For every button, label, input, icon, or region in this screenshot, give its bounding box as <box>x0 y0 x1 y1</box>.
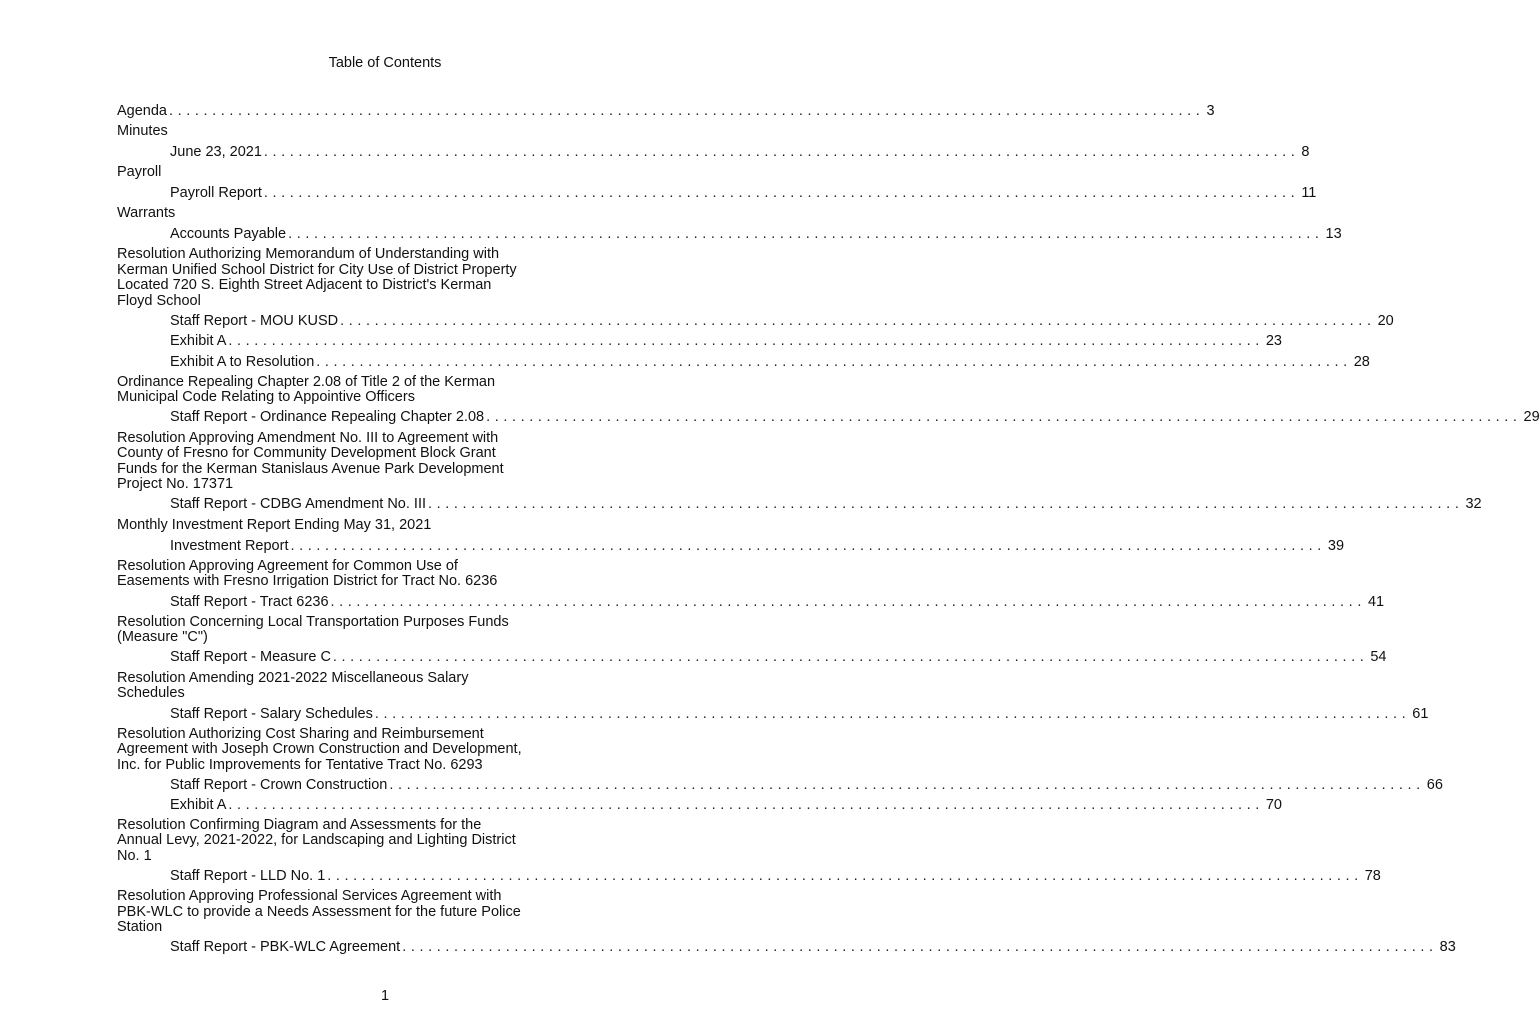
toc-entry-label: Investment Report <box>170 537 289 554</box>
toc-entry[interactable] <box>117 184 1317 202</box>
toc-section-heading <box>117 206 623 222</box>
toc-section-heading-line: Project No. 17371 <box>117 476 234 493</box>
toc-entry-label: Agenda <box>117 102 167 119</box>
toc-entry-label: Staff Report - Crown Construction <box>170 777 388 794</box>
toc-entry[interactable] <box>117 496 1482 513</box>
dot-leader: ........................................................................................................................ <box>263 184 1300 201</box>
toc-section-heading-line: No. 1 <box>117 847 152 864</box>
toc-entry-page: 39 <box>1327 537 1345 554</box>
toc-entry-label: Payroll Report <box>170 184 262 201</box>
toc-entry-label: Staff Report - Tract 6236 <box>170 593 329 610</box>
toc-section-heading-line: Payroll <box>117 164 162 181</box>
toc-section-heading-line: Ordinance Repealing Chapter 2.08 of Title 2 of the Kerman <box>117 373 496 390</box>
page-title: Table of Contents <box>328 55 442 71</box>
toc-section-heading-line: (Measure "C") <box>117 629 208 646</box>
toc-entry-page: 23 <box>1265 333 1282 350</box>
toc-entry[interactable] <box>117 939 1456 956</box>
toc-entry-page: 83 <box>1439 939 1456 956</box>
toc-section-heading-line: Easements with Fresno Irrigation District for Tract No. 6236 <box>117 573 498 590</box>
toc-entry-label: Staff Report - LLD No. 1 <box>170 868 326 885</box>
toc-entry-page: 41 <box>1367 593 1385 610</box>
toc-entry-page: 70 <box>1265 797 1282 814</box>
toc-entry-page: 11 <box>1301 184 1317 201</box>
toc-entry-label: June 23, 2021 <box>170 143 262 160</box>
toc-entry-label: Exhibit A <box>170 797 227 814</box>
toc-entry-page: 61 <box>1412 705 1429 722</box>
toc-section-heading-line: Resolution Approving Professional Services Agreement with <box>117 888 502 905</box>
toc-entry[interactable] <box>117 537 1345 555</box>
toc-entry-page: 28 <box>1353 353 1370 370</box>
toc-entry-label: Staff Report - MOU KUSD <box>170 312 339 329</box>
dot-leader: ........................................................................................................................ <box>486 408 1522 425</box>
toc-section-heading-line: Kerman Unified School District for City Use of District Property <box>117 261 517 278</box>
toc-section-heading-line: Resolution Approving Agreement for Common Use of <box>117 557 458 574</box>
toc-entry-page: 29 <box>1523 408 1540 425</box>
toc-entry-label: Exhibit A to Resolution <box>170 353 315 370</box>
toc-entry-label: Staff Report - CDBG Amendment No. III <box>170 496 427 513</box>
toc-entry[interactable] <box>117 777 1443 794</box>
toc-section-heading-line: Resolution Confirming Diagram and Assessments for the <box>117 816 482 833</box>
dot-leader: ........................................................................................................................ <box>228 333 1264 350</box>
dot-leader: ........................................................................................................................ <box>228 797 1264 814</box>
toc-entry[interactable] <box>117 353 1370 371</box>
toc-entry[interactable] <box>117 333 1282 350</box>
toc-entry[interactable] <box>117 408 1540 426</box>
toc-section-heading-line: Warrants <box>117 205 176 222</box>
toc-section-heading-line: Resolution Authorizing Memorandum of Understanding with <box>117 246 500 263</box>
toc-section-heading-line: County of Fresno for Community Development Block Grant <box>117 445 496 462</box>
toc-section-heading-line: Schedules <box>117 685 185 702</box>
toc-entry-label: Staff Report - PBK-WLC Agreement <box>170 939 401 956</box>
toc-entry-label: Accounts Payable <box>170 226 287 243</box>
toc-section-heading <box>117 671 623 702</box>
toc-section-heading <box>117 727 623 774</box>
dot-leader: ........................................................................................................................ <box>263 143 1300 160</box>
toc-entry-page: 32 <box>1465 496 1482 513</box>
toc-entry-page: 66 <box>1426 777 1443 794</box>
toc-section-heading <box>117 818 623 865</box>
toc-section-heading <box>117 124 623 140</box>
dot-leader: ........................................................................................................................ <box>330 593 1366 610</box>
toc-entry[interactable] <box>117 649 1387 666</box>
toc-entry[interactable] <box>117 312 1394 330</box>
toc-section-heading-line: Annual Levy, 2021-2022, for Landscaping and Lighting District <box>117 832 516 849</box>
toc-entry-label: Staff Report - Measure C <box>170 649 331 666</box>
toc-entry-page: 8 <box>1301 143 1310 160</box>
dot-leader: ........................................................................................................................ <box>288 226 1324 243</box>
toc-section-heading-line: Funds for the Kerman Stanislaus Avenue Park Development <box>117 460 504 477</box>
toc-entry[interactable] <box>117 143 1310 161</box>
toc-section-heading <box>117 431 623 493</box>
toc-section-heading-line: Minutes <box>117 123 168 140</box>
toc-entry-page: 20 <box>1377 312 1394 329</box>
dot-leader: ........................................................................................................................ <box>374 705 1411 722</box>
dot-leader: ........................................................................................................................ <box>290 537 1326 554</box>
toc-entry[interactable] <box>117 593 1385 611</box>
toc-section-heading-line: Located 720 S. Eighth Street Adjacent to District's Kerman <box>117 277 492 294</box>
dot-leader: ........................................................................................................................ <box>169 102 1205 119</box>
toc-section-heading-line: Resolution Authorizing Cost Sharing and Reimbursement <box>117 725 484 742</box>
toc-section-heading-line: Floyd School <box>117 292 201 309</box>
toc-section-heading <box>117 889 623 936</box>
table-of-contents <box>117 97 1540 956</box>
dot-leader: ........................................................................................................................ <box>402 939 1438 956</box>
toc-entry-page: 3 <box>1206 102 1215 119</box>
toc-section-heading-line: Monthly Investment Report Ending May 31, 2021 <box>117 516 432 533</box>
toc-section-heading-line: Resolution Concerning Local Transportation Purposes Funds <box>117 613 509 630</box>
toc-section-heading-line: Station <box>117 919 163 936</box>
toc-section-heading-line: Municipal Code Relating to Appointive Officers <box>117 389 415 406</box>
toc-entry[interactable] <box>117 102 1215 120</box>
dot-leader: ........................................................................................................................ <box>428 496 1464 513</box>
toc-entry[interactable] <box>117 226 1342 243</box>
toc-section-heading <box>117 165 623 181</box>
toc-entry-label: Staff Report - Ordinance Repealing Chapter 2.08 <box>170 408 485 425</box>
toc-section-heading-line: Resolution Approving Amendment No. III to Agreement with <box>117 429 499 446</box>
toc-section-heading <box>117 375 623 406</box>
dot-leader: ........................................................................................................................ <box>389 777 1425 794</box>
toc-section-heading <box>117 559 623 590</box>
dot-leader: ........................................................................................................................ <box>316 353 1352 370</box>
toc-section-heading-line: Agreement with Joseph Crown Construction and Development, <box>117 741 522 758</box>
toc-entry-page: 13 <box>1325 226 1342 243</box>
dot-leader: ........................................................................................................................ <box>332 649 1369 666</box>
toc-entry[interactable] <box>117 797 1282 814</box>
dot-leader: ........................................................................................................................ <box>340 312 1376 329</box>
toc-entry-label: Exhibit A <box>170 333 227 350</box>
toc-entry-page: 78 <box>1364 868 1381 885</box>
toc-entry-label: Staff Report - Salary Schedules <box>170 705 373 722</box>
dot-leader: ........................................................................................................................ <box>327 868 1363 885</box>
toc-section-heading-line: PBK-WLC to provide a Needs Assessment for the future Police <box>117 903 521 920</box>
toc-section-heading <box>117 518 623 534</box>
toc-entry-page: 54 <box>1370 649 1387 666</box>
toc-entry[interactable] <box>117 705 1429 723</box>
toc-entry[interactable] <box>117 868 1381 885</box>
page-number: 1 <box>380 988 390 1004</box>
toc-section-heading <box>117 615 623 646</box>
toc-section-heading-line: Inc. for Public Improvements for Tentative Tract No. 6293 <box>117 757 483 774</box>
toc-section-heading <box>117 247 623 309</box>
toc-section-heading-line: Resolution Amending 2021-2022 Miscellaneous Salary <box>117 669 469 686</box>
